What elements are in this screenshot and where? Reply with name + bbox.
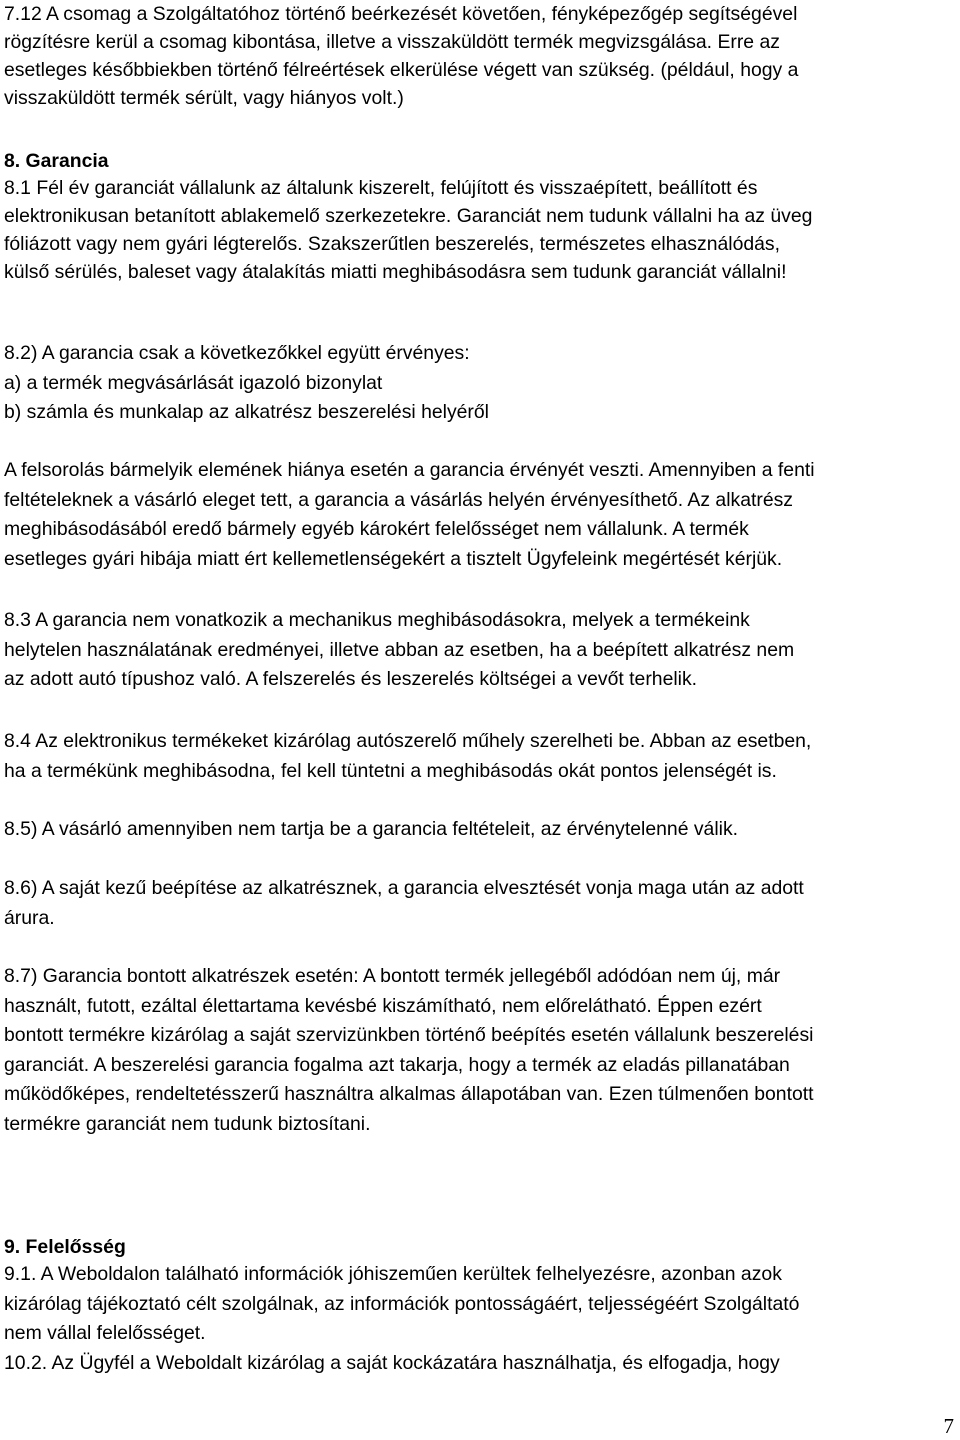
text-line: 8.2) A garancia csak a következőkkel együtt érvényes: <box>4 342 470 364</box>
paragraph-8-4 <box>4 727 952 786</box>
text-line: termékre garanciát nem tudunk biztosítani. <box>4 1112 371 1135</box>
text-line: működőképes, rendeltetésszerű használtra alkalmas állapotában van. Ezen túlmenően bontott <box>4 1083 814 1105</box>
text-line: b) számla és munkalap az alkatrész beszerelési helyéről <box>4 401 489 423</box>
text-line: 8.4 Az elektronikus termékeket kizárólag autószerelő műhely szerelheti be. Abban az esetben, <box>4 730 812 752</box>
text-line: 7.12 A csomag a Szolgáltatóhoz történő beérkezését követően, fényképezőgép segítségével <box>4 3 798 25</box>
text-line: 8.7) Garancia bontott alkatrészek esetén: A bontott termék jellegéből adódóan nem új, már <box>4 965 781 987</box>
paragraph-8-3 <box>4 606 952 695</box>
text-line: 8.3 A garancia nem vonatkozik a mechanikus meghibásodásokra, melyek a termékeink <box>4 609 750 631</box>
section-heading-felelosseg: 9. Felelősség <box>4 1236 126 1258</box>
text-line: az adott autó típushoz való. A felszerelés és leszerelés költségei a vevőt terhelik. <box>4 668 698 690</box>
text-line: elektronikusan betanított ablakemelő szerkezetekre. Garanciát nem tudunk vállalni ha az üveg <box>4 205 813 227</box>
paragraph-8-6 <box>4 874 952 933</box>
text-line: bontott termékre kizárólag a saját szervizünkben történő beépítés esetén vállalunk beszerelési <box>4 1024 814 1046</box>
text-line: A felsorolás bármelyik elemének hiánya esetén a garancia érvényét veszti. Amennyiben a fenti <box>4 459 815 481</box>
text-line: külső sérülés, baleset vagy átalakítás miatti meghibásodásra sem tudunk garanciát vállalni! <box>4 261 787 283</box>
text-line: fóliázott vagy nem gyári légterelős. Szakszerűtlen beszerelés, természetes elhasználódás, <box>4 233 781 255</box>
text-line: ha a termékünk meghibásodna, fel kell tüntetni a meghibásodás okát pontos jelenségét is. <box>4 759 777 782</box>
text-line: 8.1 Fél év garanciát vállalunk az általunk kiszerelt, felújított és visszaépített, beállított és <box>4 177 758 199</box>
text-line: garanciát. A beszerelési garancia fogalma azt takarja, hogy a termék az eladás pillanatában <box>4 1053 790 1076</box>
text-line: esetleges gyári hibája miatt ért kellemetlenségekért a tisztelt Ügyfeleink megértését kérjük. <box>4 547 783 570</box>
text-line: kizárólag tájékoztató célt szolgálnak, az információk pontosságáért, teljességéért Szolgáltató <box>4 1292 800 1315</box>
paragraph-8-7 <box>4 962 952 1139</box>
text-line: 8.5) A vásárló amennyiben nem tartja be a garancia feltételeit, az érvénytelenné válik. <box>4 818 739 840</box>
paragraph-8-2-conditions <box>4 456 952 574</box>
text-line: 8.6) A saját kezű beépítése az alkatrésznek, a garancia elvesztését vonja maga után az adott <box>4 877 804 899</box>
text-line: visszaküldött termék sérült, vagy hiányos volt.) <box>4 87 404 109</box>
text-line: árura. <box>4 906 55 929</box>
section-heading-garancia: 8. Garancia <box>4 150 109 172</box>
paragraph-9 <box>4 1260 952 1378</box>
text-line: feltételeknek a vásárló eleget tett, a garancia a vásárlás helyén érvényesíthető. Az alkatrész <box>4 488 794 511</box>
paragraph-8-5 <box>4 815 952 845</box>
text-line: rögzítésre kerül a csomag kibontása, illetve a visszaküldött termék megvizsgálása. Erre az <box>4 31 780 53</box>
text-line: a) a termék megvásárlását igazoló bizonylat <box>4 371 383 394</box>
paragraph-8-2 <box>4 339 952 428</box>
text-line: meghibásodásából eredő bármely egyéb károkért felelősséget nem vállalunk. A termék <box>4 518 749 540</box>
text-line: esetleges későbbiekben történő félreértések elkerülése végett van szükség. (például, hogy a <box>4 59 799 81</box>
text-line: helytelen használatának eredményei, illetve abban az esetben, ha a beépített alkatrész nem <box>4 638 795 661</box>
paragraph-7-12 <box>4 0 952 112</box>
text-line: használt, futott, ezáltal élettartama kevésbé kiszámítható, nem előrelátható. Éppen ezért <box>4 994 762 1017</box>
text-line: 10.2. Az Ügyfél a Weboldalt kizárólag a saját kockázatára használhatja, és elfogadja, hogy <box>4 1351 780 1374</box>
text-line: 9.1. A Weboldalon található információk jóhiszeműen kerültek felhelyezésre, azonban azok <box>4 1263 782 1285</box>
paragraph-8-1 <box>4 174 952 286</box>
page-number: 7 <box>943 1414 954 1438</box>
text-line: nem vállal felelősséget. <box>4 1322 206 1344</box>
